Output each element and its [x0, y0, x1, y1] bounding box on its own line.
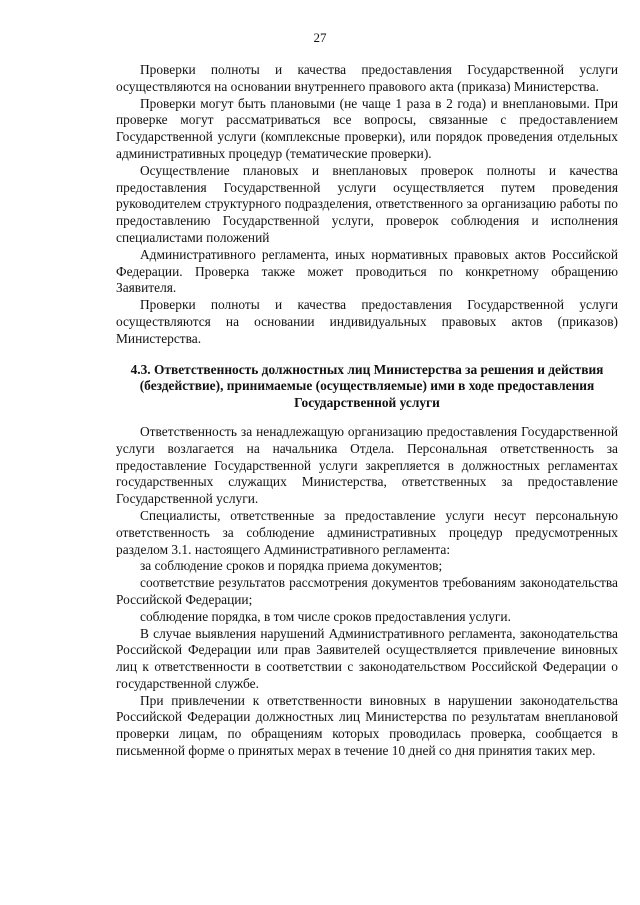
paragraph: соответствие результатов рассмотрения документов требованиям законодательства Российской Федерации; — [116, 575, 618, 607]
paragraph: соблюдение порядка, в том числе сроков предоставления услуги. — [140, 608, 511, 624]
paragraph: Административного регламента, иных нормативных правовых актов Российской Федерации. Проверка также может проводиться по конкретному обращению Заявителя. — [116, 246, 618, 296]
document-body — [116, 62, 618, 760]
paragraph: Проверки полноты и качества предоставления Государственной услуги осуществляются на основании внутреннего правового акта (приказа) Министерства. — [116, 62, 618, 94]
paragraph: Проверки могут быть плановыми (не чаще 1 раза в 2 года) и внеплановыми. При проверке могут рассматриваться все вопросы, связанные с предоставлением Государственной услуги (комплексные проверки), или порядок проведения отдельных административных процедур (тематические проверки). — [116, 95, 618, 161]
paragraph: Проверки полноты и качества предоставления Государственной услуги осуществляются на основании индивидуальных правовых актов (приказов) Министерства. — [116, 297, 618, 346]
paragraph: за соблюдение сроков и порядка приема документов; — [140, 558, 443, 574]
page-number: 27 — [313, 30, 327, 45]
section-heading: 4.3. Ответственность должностных лиц Министерства за решения и действия (бездействие), принимаемые (осуществляемые) ими в ходе предоставления Государственной услуги — [130, 361, 604, 411]
paragraph: Осуществление плановых и внеплановых проверок полноты и качества предоставления Государственной услуги осуществляется путем проведения руководителем структурного подразделения, ответственного за организацию работы по предоставлению Государственной услуги, проверок соблюдения и исполнения специалистами положений — [116, 162, 618, 245]
paragraph: Ответственность за ненадлежащую организацию предоставления Государственной услуги возлагается на начальника Отдела. Персональная ответственность за предоставление Государственной услуги закрепляется в должностных регламентах государственных служащих Министерства, ответственных за предоставление Государственной услуги. — [116, 423, 618, 507]
paragraph: Специалисты, ответственные за предоставление услуги несут персональную ответственность за соблюдение административных процедур предусмотренных разделом 3.1. настоящего Административного регламента: — [116, 507, 618, 557]
paragraph: В случае выявления нарушений Административного регламента, законодательства Российской Федерации или прав Заявителей осуществляется привлечение виновных лиц к ответственности в соответствии с законодательством Российской Федерации о государственной службе. — [116, 625, 618, 691]
paragraph: При привлечении к ответственности виновных в нарушении законодательства Российской Федерации должностных лиц Министерства по результатам внеплановой проверки лицам, по обращениям которых проводилась проверка, сообщается в письменной форме о принятых мерах в течение 10 дней со дня принятия таких мер. — [116, 692, 618, 759]
